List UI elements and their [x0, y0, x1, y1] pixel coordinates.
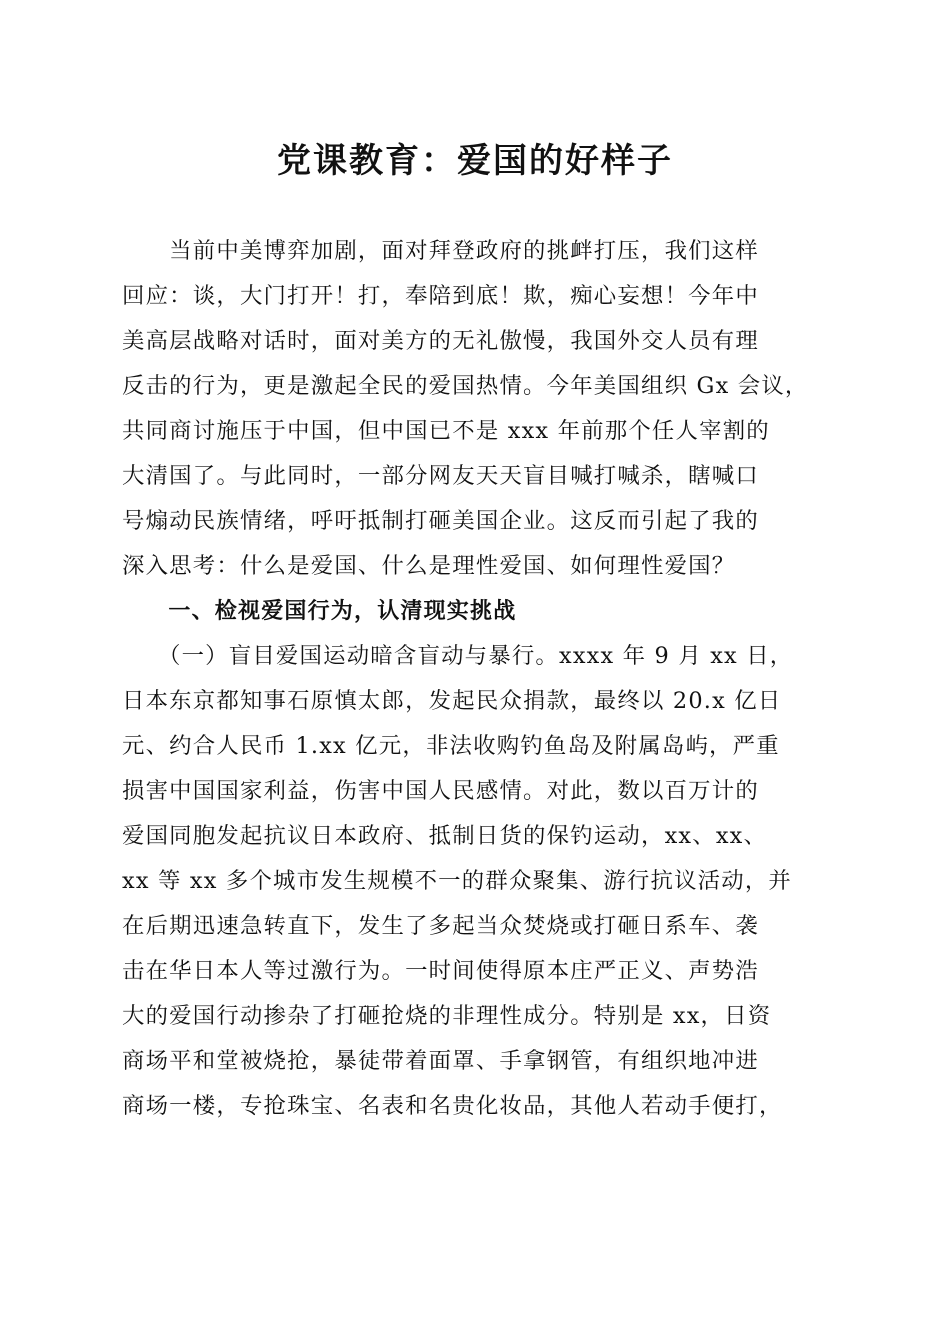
paragraph-line: 损害中国国家利益，伤害中国人民感情。对此，数以百万计的 [122, 778, 759, 804]
paragraph-line: 在后期迅速急转直下，发生了多起当众焚烧或打砸日系车、袭 [122, 913, 759, 939]
paragraph-line: 反击的行为，更是激起全民的爱国热情。今年美国组织 Gx 会议， [122, 373, 809, 399]
document-body [122, 229, 834, 1129]
paragraph-line: 击在华日本人等过激行为。一时间使得原本庄严正义、声势浩 [122, 958, 759, 984]
paragraph-line: 大的爱国行动掺杂了打砸抢烧的非理性成分。特别是 xx，日资 [122, 1003, 772, 1029]
paragraph-line: 大清国了。与此同时，一部分网友天天盲目喊打喊杀，瞎喊口 [122, 463, 759, 489]
paragraph-line: 元、约合人民币 1.xx 亿元，非法收购钓鱼岛及附属岛屿，严重 [122, 733, 780, 759]
paragraph-line: 商场平和堂被烧抢，暴徒带着面罩、手拿钢管，有组织地冲进 [122, 1048, 759, 1074]
paragraph-line: 号煽动民族情绪，呼吁抵制打砸美国企业。这反而引起了我的 [122, 508, 759, 534]
section-heading: 一、检视爱国行为，认清现实挑战 [122, 599, 517, 624]
document-title: 党课教育：爱国的好样子 [277, 141, 673, 181]
paragraph-line: 商场一楼，专抢珠宝、名表和名贵化妆品，其他人若动手便打， [122, 1093, 783, 1119]
paragraph-line: 回应：谈，大门打开！打，奉陪到底！欺，痴心妄想！今年中 [122, 283, 759, 309]
paragraph-line: xx 等 xx 多个城市发生规模不一的群众聚集、游行抗议活动，并 [122, 868, 793, 894]
paragraph-line: 爱国同胞发起抗议日本政府、抵制日货的保钓运动，xx、xx、 [122, 823, 768, 849]
paragraph-line: 日本东京都知事石原慎太郎，发起民众捐款，最终以 20.x 亿日 [122, 688, 782, 714]
paragraph-line: 当前中美博弈加剧，面对拜登政府的挑衅打压，我们这样 [122, 238, 759, 264]
paragraph-line: （一）盲目爱国运动暗含盲动与暴行。xxxx 年 9 月 xx 日， [122, 643, 794, 669]
paragraph-line: 美高层战略对话时，面对美方的无礼傲慢，我国外交人员有理 [122, 328, 759, 354]
paragraph-line: 共同商讨施压于中国，但中国已不是 xxx 年前那个任人宰割的 [122, 418, 770, 444]
paragraph-line: 深入思考：什么是爱国、什么是理性爱国、如何理性爱国？ [122, 553, 736, 579]
